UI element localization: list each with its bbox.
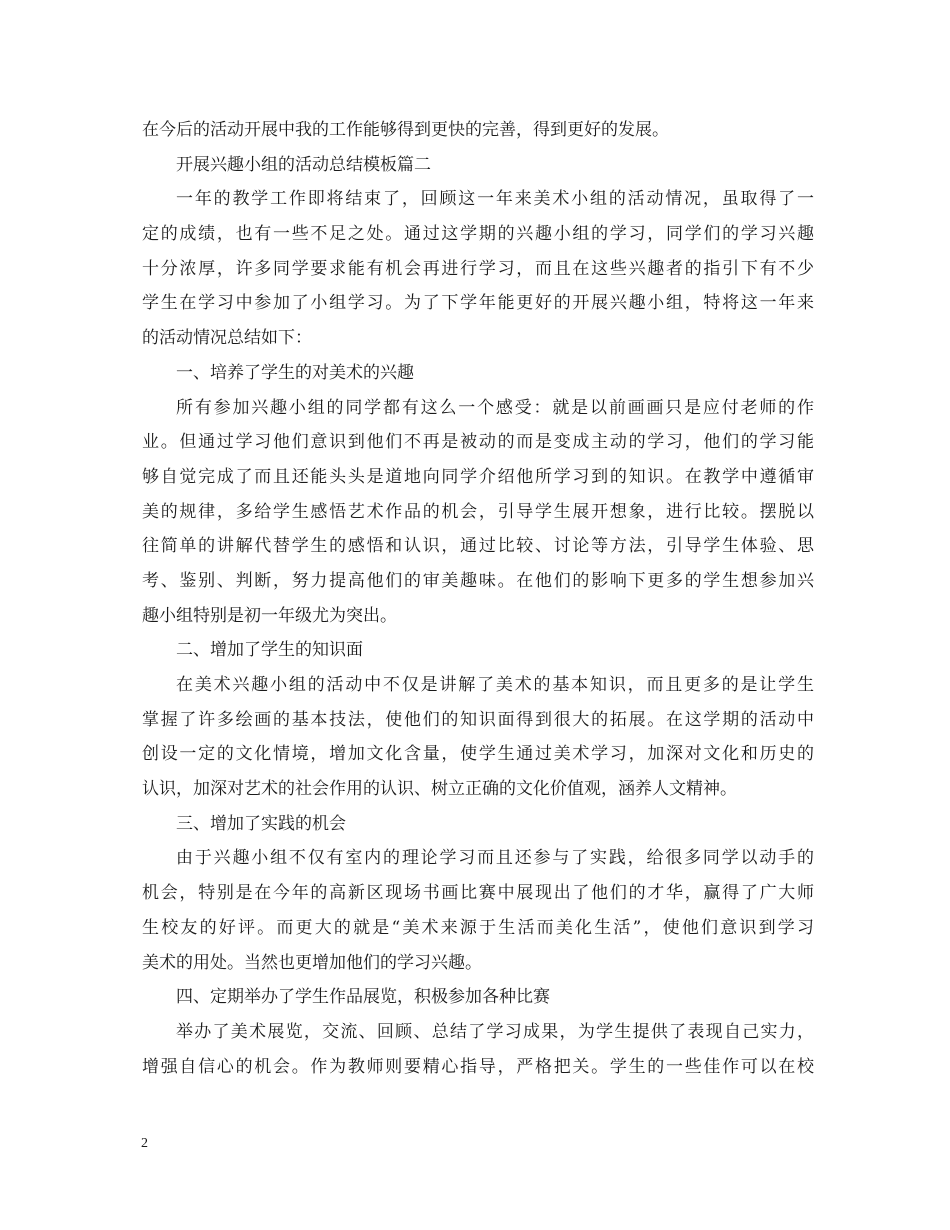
page-number: 2 — [141, 1136, 148, 1151]
text-line: 美术的用处。当然也更增加他们的学习兴趣。 — [142, 952, 482, 973]
text-line: 认识，加深对艺术的社会作用的认识、树立正确的文化价值观，涵养人文精神。 — [142, 779, 737, 800]
text-line: 在今后的活动开展中我的工作能够得到更快的完善，得到更好的发展。 — [142, 120, 669, 140]
text-line: 一、培养了学生的对美术的兴趣 — [176, 362, 414, 383]
text-line: 增强自信心的机会。作为教师则要精心指导，严格把关。学生的一些佳作可以在校 — [142, 1056, 814, 1077]
text-line: 的活动情况总结如下： — [142, 328, 312, 349]
text-line: 所有参加兴趣小组的同学都有这么一个感受：就是以前画画只是应付老师的作 — [176, 397, 814, 418]
text-line: 掌握了许多绘画的基本技法，使他们的知识面得到很大的拓展。在这学期的活动中 — [142, 709, 814, 730]
text-line: 考、鉴别、判断，努力提高他们的审美趣味。在他们的影响下更多的学生想参加兴 — [142, 570, 814, 591]
text-line: 美的规律，多给学生感悟艺术作品的机会，引导学生展开想象，进行比较。摆脱以 — [142, 501, 814, 522]
text-line: 趣小组特别是初一年级尤为突出。 — [142, 605, 397, 626]
text-line: 学生在学习中参加了小组学习。为了下学年能更好的开展兴趣小组，特将这一年来 — [142, 293, 814, 314]
text-line: 二、增加了学生的知识面 — [176, 640, 363, 661]
text-line: 创设一定的文化情境，增加文化含量，使学生通过美术学习，加深对文化和历史的 — [142, 744, 814, 765]
text-line: 够自觉完成了而且还能头头是道地向同学介绍他所学习到的知识。在教学中遵循审 — [142, 466, 814, 487]
text-line: 在美术兴趣小组的活动中不仅是讲解了美术的基本知识，而且更多的是让学生 — [176, 675, 814, 695]
text-line: 举办了美术展览，交流、回顾、总结了学习成果，为学生提供了表现自己实力， — [176, 1021, 814, 1042]
text-line: 机会，特别是在今年的高新区现场书画比赛中展现出了他们的才华，赢得了广大师 — [142, 883, 814, 904]
document-body — [142, 113, 814, 1084]
text-line: 四、定期举办了学生作品展览，积极参加各种比赛 — [176, 987, 550, 1008]
text-line: 十分浓厚，许多同学要求能有机会再进行学习，而且在这些兴趣者的指引下有不少 — [142, 258, 814, 279]
text-line: 一年的教学工作即将结束了，回顾这一年来美术小组的活动情况，虽取得了一 — [176, 189, 814, 210]
text-line: 开展兴趣小组的活动总结模板篇二 — [176, 154, 431, 175]
text-line: 生校友的好评。而更大的就是“美术来源于生活而美化生活”，使他们意识到学习 — [142, 917, 814, 938]
text-line: 由于兴趣小组不仅有室内的理论学习而且还参与了实践，给很多同学以动手的 — [176, 848, 814, 869]
text-line: 三、增加了实践的机会 — [176, 813, 346, 834]
text-line: 定的成绩，也有一些不足之处。通过这学期的兴趣小组的学习，同学们的学习兴趣 — [142, 224, 814, 245]
text-line: 往简单的讲解代替学生的感悟和认识，通过比较、讨论等方法，引导学生体验、思 — [142, 536, 814, 557]
text-line: 业。但通过学习他们意识到他们不再是被动的而是变成主动的学习，他们的学习能 — [142, 432, 814, 453]
